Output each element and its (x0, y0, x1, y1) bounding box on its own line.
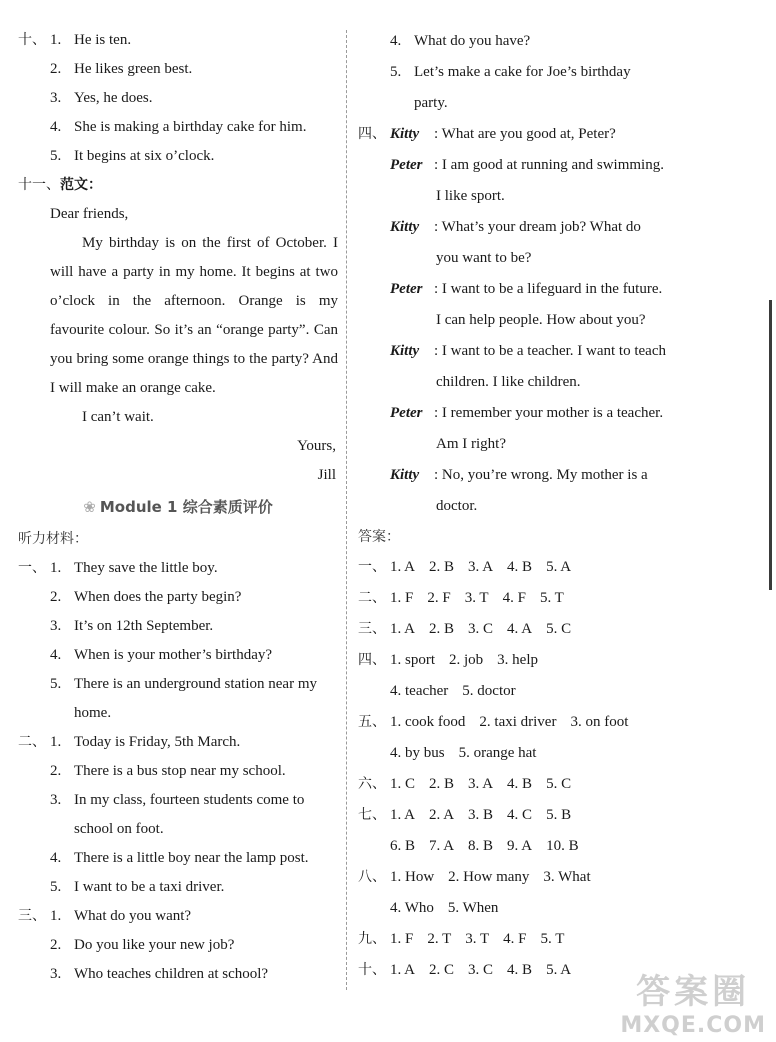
dialogue-line-continued: doctor. (436, 498, 478, 514)
answer-row (358, 583, 680, 614)
page-edge-bar (769, 300, 772, 590)
item-number: 3. (50, 792, 62, 808)
item-text: Today is Friday, 5th March. (74, 734, 241, 750)
item-number: 2. (50, 589, 62, 605)
answer-row (358, 552, 680, 583)
answer-row (358, 645, 680, 676)
item-number: 5. (390, 64, 402, 80)
answer-item: 5. C (546, 621, 572, 637)
answer-item: 5. When (447, 900, 499, 916)
item-number: 4. (50, 647, 62, 663)
speaker-colon: : (434, 343, 439, 359)
answers-label: 答案： (358, 529, 400, 545)
listening-section-3-continued (358, 26, 680, 119)
item-text-continued: home. (74, 705, 112, 721)
answer-row (358, 924, 680, 955)
answer-item: 4. F (502, 590, 526, 606)
watermark-logo-text: 答案圈 (636, 972, 751, 1012)
speaker-name: Peter (390, 157, 423, 173)
speaker-colon: : (434, 405, 439, 421)
section-marker: 八、 (358, 869, 386, 885)
section-marker: 三、 (358, 621, 386, 637)
item-text: There is a bus stop near my school. (74, 763, 286, 779)
letter-signoff: Yours, (297, 438, 336, 454)
item-number: 3. (50, 618, 62, 634)
dialogue-line-continued: I can help people. How about you? (436, 312, 646, 328)
watermark (620, 964, 766, 1038)
answer-item: 2. T (427, 931, 452, 947)
item-text: When does the party begin? (74, 589, 242, 605)
item-text-continued: school on foot. (74, 821, 164, 837)
section-marker: 十一、 (18, 177, 60, 193)
answer-item: 4. C (507, 807, 533, 823)
answer-item: 6. B (390, 838, 416, 854)
dialogue-line: What are you good at, Peter? (441, 126, 616, 142)
item-number: 5. (50, 879, 62, 895)
answer-row (358, 769, 680, 800)
answer-item: 2. B (429, 776, 455, 792)
answer-item: 3. on foot (570, 714, 629, 730)
answer-item: 1. How (390, 869, 435, 885)
answer-item: 4. B (507, 559, 533, 575)
item-text: He is ten. (74, 32, 132, 48)
section-marker: 二、 (358, 590, 386, 606)
answer-item: 9. A (507, 838, 533, 854)
module-title (18, 490, 338, 524)
answer-item: 1. cook food (390, 714, 466, 730)
section-marker: 五、 (358, 714, 386, 730)
answer-item: 5. orange hat (458, 745, 537, 761)
answer-key (358, 552, 680, 986)
item-text: In my class, fourteen students come to (74, 792, 305, 808)
answer-row (358, 831, 680, 862)
speaker-colon: : (434, 126, 439, 142)
letter-body: My birthday is on the first of October. I will have a party in my home. It begins at two o’clock in the afternoon. Orange is my favourite colour. So it’s an “orange party”. Can you bring some orange things to the party? And I will make an orange cake. (50, 235, 338, 396)
section-marker: 七、 (358, 807, 386, 823)
item-text: They save the little boy. (74, 560, 218, 576)
answer-row (358, 800, 680, 831)
answer-item: 5. A (546, 962, 572, 978)
item-number: 4. (50, 850, 62, 866)
answer-item: 1. A (390, 559, 416, 575)
dialogue-line: What’s your dream job? What do (441, 219, 641, 235)
listening-section-2 (18, 728, 338, 902)
item-number: 2. (50, 763, 62, 779)
item-text: Who teaches children at school? (74, 966, 269, 982)
answer-item: 1. C (390, 776, 416, 792)
item-text: What do you want? (74, 908, 192, 924)
speaker-colon: : (434, 219, 439, 235)
section-marker: 十、 (358, 962, 386, 978)
answer-item: 3. A (468, 559, 494, 575)
speaker-name: Kitty (390, 467, 420, 483)
dialogue-line: I want to be a lifeguard in the future. (441, 281, 663, 297)
dialogue-line: No, you’re wrong. My mother is a (441, 467, 648, 483)
answer-item: 2. C (429, 962, 455, 978)
answer-row (358, 676, 680, 707)
answer-item: 3. help (497, 652, 538, 668)
answer-item: 4. teacher (390, 683, 449, 699)
item-text: She is making a birthday cake for him. (74, 119, 307, 135)
item-text: Yes, he does. (74, 90, 153, 106)
listening-section-3 (18, 902, 338, 989)
speaker-name: Peter (390, 281, 423, 297)
answer-item: 5. A (546, 559, 572, 575)
item-number: 1. (50, 734, 62, 750)
answer-item: 3. A (468, 776, 494, 792)
letter-greeting: Dear friends, (50, 206, 129, 222)
answer-item: 3. T (465, 931, 490, 947)
answer-row (358, 707, 680, 738)
speaker-colon: : (434, 157, 439, 173)
section-marker: 四、 (358, 652, 386, 668)
letter-signature: Jill (317, 467, 336, 483)
item-number: 1. (50, 908, 62, 924)
column-divider (346, 30, 347, 990)
item-text: There is a little boy near the lamp post. (74, 850, 309, 866)
answer-item: 2. B (429, 559, 455, 575)
item-text: I want to be a taxi driver. (74, 879, 225, 895)
answer-item: 4. A (507, 621, 533, 637)
speaker-name: Kitty (390, 219, 420, 235)
speaker-name: Peter (390, 405, 423, 421)
item-text: Do you like your new job? (74, 937, 235, 953)
answer-item: 10. B (546, 838, 579, 854)
item-number: 4. (50, 119, 62, 135)
speaker-colon: : (434, 467, 439, 483)
item-text: What do you have? (414, 33, 531, 49)
answer-item: 2. How many (448, 869, 530, 885)
item-number: 1. (50, 560, 62, 576)
section-marker: 六、 (358, 776, 386, 792)
section-marker: 一、 (358, 559, 386, 575)
speaker-name: Kitty (390, 126, 420, 142)
answer-item: 5. doctor (462, 683, 516, 699)
answer-item: 5. T (539, 590, 564, 606)
watermark-url: MXQE.COM (620, 1013, 766, 1038)
answer-item: 2. F (427, 590, 451, 606)
answer-item: 5. T (540, 931, 565, 947)
right-column (358, 26, 680, 986)
dialogue-line-continued: Am I right? (436, 436, 506, 452)
dialogue-line: I am good at running and swimming. (441, 157, 664, 173)
answer-item: 1. A (390, 807, 416, 823)
item-text: Let’s make a cake for Joe’s birthday (414, 64, 631, 80)
section-marker: 二、 (18, 734, 46, 750)
answer-item: 1. sport (390, 652, 435, 668)
answer-item: 3. C (468, 962, 494, 978)
section-marker: 一、 (18, 560, 46, 576)
section-marker: 九、 (358, 931, 386, 947)
answer-item: 4. by bus (390, 745, 445, 761)
answer-item: 2. taxi driver (479, 714, 557, 730)
listening-material-label: 听力材料： (18, 531, 88, 547)
listening-section-1 (18, 554, 338, 728)
left-column (18, 26, 338, 989)
item-number: 1. (50, 32, 62, 48)
item-text: It begins at six o’clock. (74, 148, 215, 164)
item-text: There is an underground station near my (74, 676, 317, 692)
answer-item: 3. B (468, 807, 494, 823)
answer-item: 2. B (429, 621, 455, 637)
item-text: When is your mother’s birthday? (74, 647, 273, 663)
answer-item: 7. A (429, 838, 455, 854)
letter-closing-line: I can’t wait. (82, 409, 154, 425)
answer-item: 4. B (507, 962, 533, 978)
section-marker: 三、 (18, 908, 46, 924)
listening-section-4-dialogue (358, 119, 680, 522)
dialogue-line-continued: you want to be? (436, 250, 532, 266)
item-number: 3. (50, 966, 62, 982)
answer-item: 1. F (390, 931, 414, 947)
item-number: 2. (50, 61, 62, 77)
dialogue-line-continued: children. I like children. (436, 374, 581, 390)
answer-item: 5. C (546, 776, 572, 792)
essay-label: 范文： (60, 177, 102, 193)
dialogue-line: I want to be a teacher. I want to teach (441, 343, 666, 359)
paw-print-icon: ❀ (83, 498, 96, 516)
answer-row (358, 738, 680, 769)
item-text: It’s on 12th September. (74, 618, 214, 634)
answer-row (358, 862, 680, 893)
answer-item: 1. A (390, 962, 416, 978)
item-number: 4. (390, 33, 402, 49)
answer-item: 1. A (390, 621, 416, 637)
item-number: 5. (50, 148, 62, 164)
answer-item: 4. Who (390, 900, 434, 916)
module-title-text: Module 1 综合素质评价 (99, 498, 273, 516)
speaker-colon: : (434, 281, 439, 297)
answer-item: 2. A (429, 807, 455, 823)
answer-item: 2. job (449, 652, 484, 668)
answer-item: 3. What (543, 869, 591, 885)
item-number: 2. (50, 937, 62, 953)
section-marker: 四、 (358, 126, 386, 142)
item-number: 5. (50, 676, 62, 692)
answer-row (358, 893, 680, 924)
answer-item: 4. B (507, 776, 533, 792)
section-marker: 十、 (18, 32, 46, 48)
answer-item: 4. F (503, 931, 527, 947)
answer-item: 3. C (468, 621, 494, 637)
dialogue-line-continued: I like sport. (436, 188, 505, 204)
item-text-continued: party. (414, 95, 448, 111)
answer-item: 3. T (464, 590, 489, 606)
answer-item: 5. B (546, 807, 572, 823)
answer-item: 8. B (468, 838, 494, 854)
dialogue-line: I remember your mother is a teacher. (441, 405, 664, 421)
item-number: 3. (50, 90, 62, 106)
speaker-name: Kitty (390, 343, 420, 359)
answer-row (358, 614, 680, 645)
section-11-sample-essay (18, 171, 338, 490)
item-text: He likes green best. (74, 61, 193, 77)
section-10-answers (18, 26, 338, 171)
answer-item: 1. F (390, 590, 414, 606)
